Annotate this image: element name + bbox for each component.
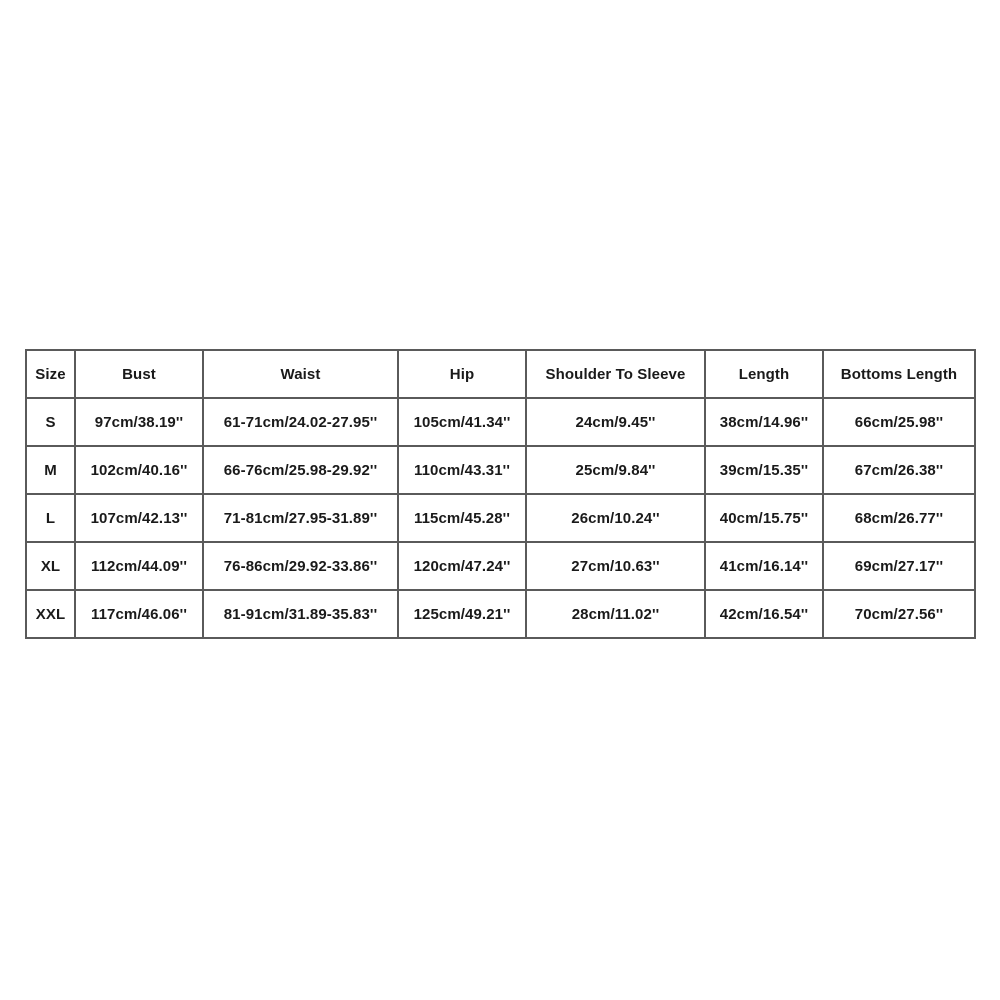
cell-waist: 71-81cm/27.95-31.89''	[203, 494, 398, 542]
header-row	[26, 350, 975, 398]
cell-bust: 112cm/44.09''	[75, 542, 203, 590]
cell-bottoms-length: 70cm/27.56''	[823, 590, 975, 638]
header-bottoms-length: Bottoms Length	[823, 350, 975, 398]
header-shoulder-to-sleeve: Shoulder To Sleeve	[526, 350, 705, 398]
header-waist: Waist	[203, 350, 398, 398]
cell-hip: 125cm/49.21''	[398, 590, 526, 638]
table-row	[26, 398, 975, 446]
table-body	[26, 398, 975, 638]
cell-shoulder-to-sleeve: 28cm/11.02''	[526, 590, 705, 638]
cell-shoulder-to-sleeve: 26cm/10.24''	[526, 494, 705, 542]
cell-hip: 110cm/43.31''	[398, 446, 526, 494]
cell-size: L	[26, 494, 75, 542]
cell-length: 40cm/15.75''	[705, 494, 823, 542]
header-length: Length	[705, 350, 823, 398]
cell-size: XL	[26, 542, 75, 590]
cell-waist: 76-86cm/29.92-33.86''	[203, 542, 398, 590]
size-chart-table	[25, 349, 976, 639]
cell-waist: 66-76cm/25.98-29.92''	[203, 446, 398, 494]
cell-bottoms-length: 69cm/27.17''	[823, 542, 975, 590]
header-hip: Hip	[398, 350, 526, 398]
cell-hip: 105cm/41.34''	[398, 398, 526, 446]
cell-bust: 97cm/38.19''	[75, 398, 203, 446]
table-row	[26, 590, 975, 638]
cell-bust: 107cm/42.13''	[75, 494, 203, 542]
cell-size: S	[26, 398, 75, 446]
cell-size: M	[26, 446, 75, 494]
cell-length: 38cm/14.96''	[705, 398, 823, 446]
table-row	[26, 542, 975, 590]
cell-bust: 117cm/46.06''	[75, 590, 203, 638]
table-row	[26, 446, 975, 494]
cell-length: 39cm/15.35''	[705, 446, 823, 494]
cell-bottoms-length: 68cm/26.77''	[823, 494, 975, 542]
header-size: Size	[26, 350, 75, 398]
cell-waist: 61-71cm/24.02-27.95''	[203, 398, 398, 446]
table-row	[26, 494, 975, 542]
cell-hip: 115cm/45.28''	[398, 494, 526, 542]
cell-shoulder-to-sleeve: 25cm/9.84''	[526, 446, 705, 494]
cell-shoulder-to-sleeve: 27cm/10.63''	[526, 542, 705, 590]
cell-shoulder-to-sleeve: 24cm/9.45''	[526, 398, 705, 446]
cell-bottoms-length: 66cm/25.98''	[823, 398, 975, 446]
header-bust: Bust	[75, 350, 203, 398]
cell-bust: 102cm/40.16''	[75, 446, 203, 494]
cell-length: 41cm/16.14''	[705, 542, 823, 590]
cell-bottoms-length: 67cm/26.38''	[823, 446, 975, 494]
cell-hip: 120cm/47.24''	[398, 542, 526, 590]
cell-waist: 81-91cm/31.89-35.83''	[203, 590, 398, 638]
cell-size: XXL	[26, 590, 75, 638]
table-header	[26, 350, 975, 398]
cell-length: 42cm/16.54''	[705, 590, 823, 638]
